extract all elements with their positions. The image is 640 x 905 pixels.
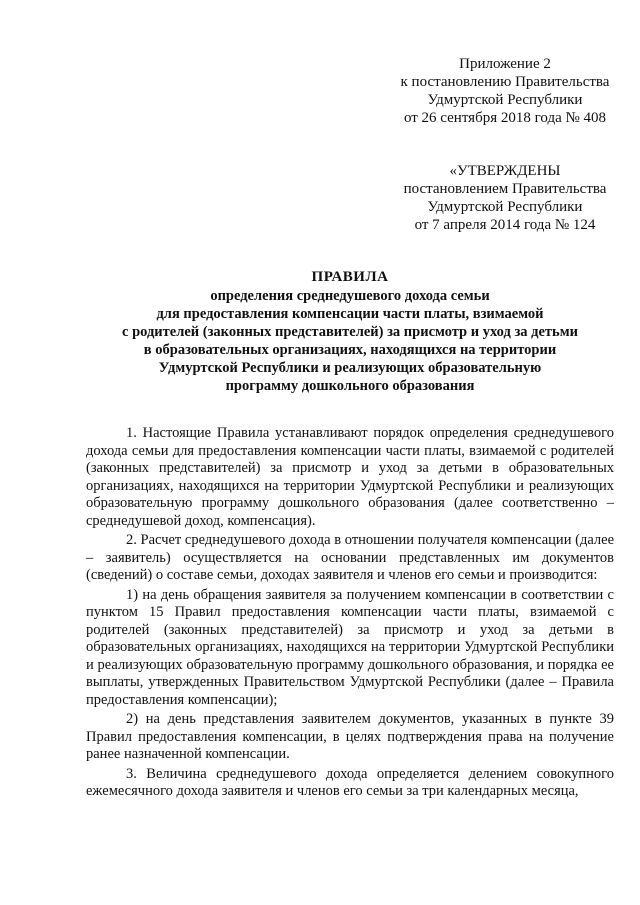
appendix-line: Удмуртской Республики [427,92,583,108]
paragraph-1: 1. Настоящие Правила устанавливают порядок определения среднедушевого дохода семьи для предоставления компенсации части платы, взимаемой с родителей (законных представителей) за присмотр и уход за детьми в образовательных организациях, находящихся на территории Удмуртской Республики и реализующих образовательную программу дошкольного образования (далее соответственно – среднедушевой доход, компенсация). [86,425,614,529]
approval-line: Удмуртской Республики [427,199,583,215]
approval-line: постановлением Правительства [403,181,607,197]
document-body [86,425,614,803]
title-heading: ПРАВИЛА [311,269,389,285]
title-line: в образовательных организациях, находящихся на территории [143,342,557,358]
paragraph-3: 3. Величина среднедушевого дохода определяется делением совокупного ежемесячного дохода заявителя и членов его семьи за три календарных месяца, [86,765,614,799]
appendix-header [390,55,620,127]
title-line: Удмуртской Республики и реализующих образовательную [158,360,542,376]
title-line: с родителей (законных представителей) за присмотр и уход за детьми [122,324,578,340]
approval-line: от 7 апреля 2014 года № 124 [414,217,596,233]
subparagraph-2: 2) на день представления заявителем документов, указанных в пункте 39 Правил предоставления компенсации, в целях подтверждения права на получение ранее назначенной компенсации. [86,711,614,762]
approval-stamp [390,162,620,234]
title-line: определения среднедушевого дохода семьи [210,288,490,304]
approval-line: «УТВЕРЖДЕНЫ [449,163,561,179]
title-line: программу дошкольного образования [225,378,475,394]
document-title [85,267,615,395]
paragraph-2: 2. Расчет среднедушевого дохода в отношении получателя компенсации (далее – заявитель) осуществляется на основании представленных им документов (сведений) о составе семьи, доходах заявителя и членов его семьи и производится: [86,532,614,583]
appendix-line: Приложение 2 [459,56,551,72]
subparagraph-1: 1) на день обращения заявителя за получением компенсации в соответствии с пунктом 15 Правил предоставления компенсации части платы, взимаемой с родителей (законных представителей) за присмотр и уход за детьми в образовательных организациях, находящихся на территории Удмуртской Республики и реализующих образовательную программу дошкольного образования, и порядка ее выплаты, утвержденных Правительством Удмуртской Республики (далее – Правила предоставления компенсации); [86,586,614,708]
appendix-line: от 26 сентября 2018 года № 408 [403,110,607,126]
title-line: для предоставления компенсации части платы, взимаемой [156,306,544,322]
appendix-line: к постановлению Правительства [400,74,610,90]
